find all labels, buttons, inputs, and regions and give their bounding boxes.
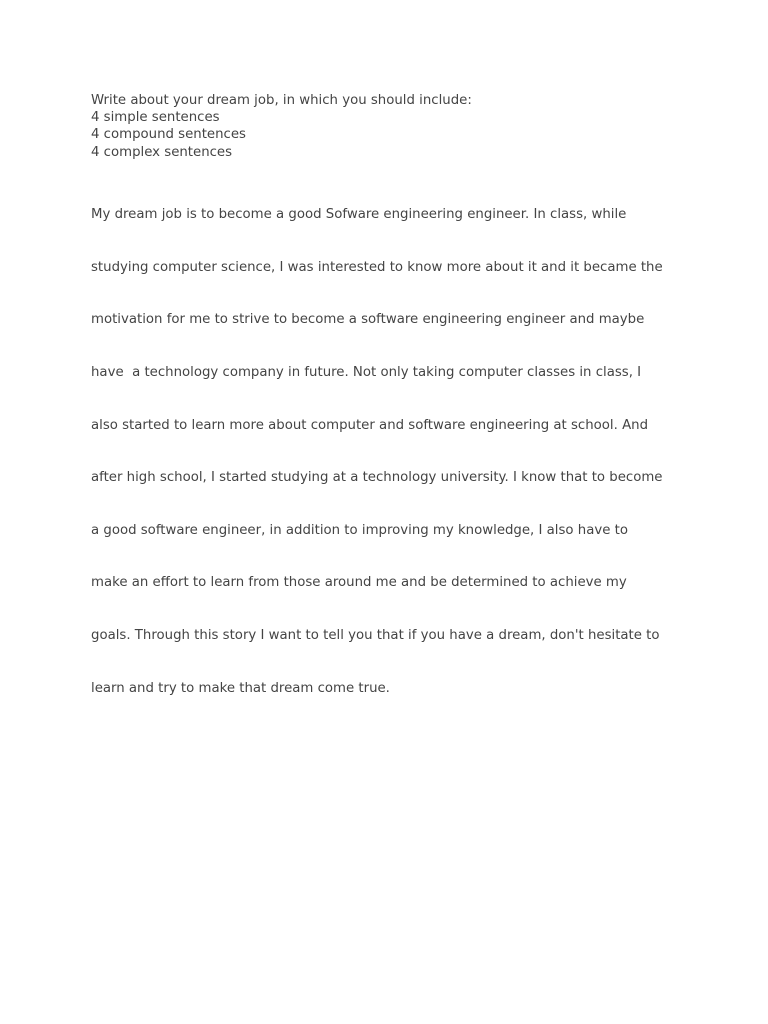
- essay-line: make an effort to learn from those around me and be determined to achieve my: [91, 575, 627, 591]
- essay-paragraph: [91, 171, 691, 732]
- essay-line: after high school, I started studying at a technology university. I know that to become: [91, 470, 663, 486]
- assignment-prompt: [91, 92, 691, 161]
- essay-line: goals. Through this story I want to tell you that if you have a dream, don't hesitate to: [91, 628, 660, 644]
- essay-line: a good software engineer, in addition to improving my knowledge, I also have to: [91, 522, 628, 538]
- essay-line: studying computer science, I was interested to know more about it and it became the: [91, 259, 663, 275]
- essay-line: also started to learn more about computer and software engineering at school. And: [91, 417, 649, 433]
- essay-line: have a technology company in future. Not only taking computer classes in class, I: [91, 365, 642, 381]
- prompt-instruction: Write about your dream job, in which you should include:: [91, 93, 472, 108]
- prompt-item-simple: 4 simple sentences: [91, 110, 220, 126]
- prompt-item-complex: 4 complex sentences: [91, 144, 233, 160]
- essay-line: My dream job is to become a good Sofware engineering engineer. In class, while: [91, 207, 627, 223]
- document-body: [91, 92, 691, 731]
- essay-line: motivation for me to strive to become a software engineering engineer and maybe: [91, 312, 645, 328]
- prompt-item-compound: 4 compound sentences: [91, 127, 246, 143]
- essay-line: learn and try to make that dream come true.: [91, 680, 390, 696]
